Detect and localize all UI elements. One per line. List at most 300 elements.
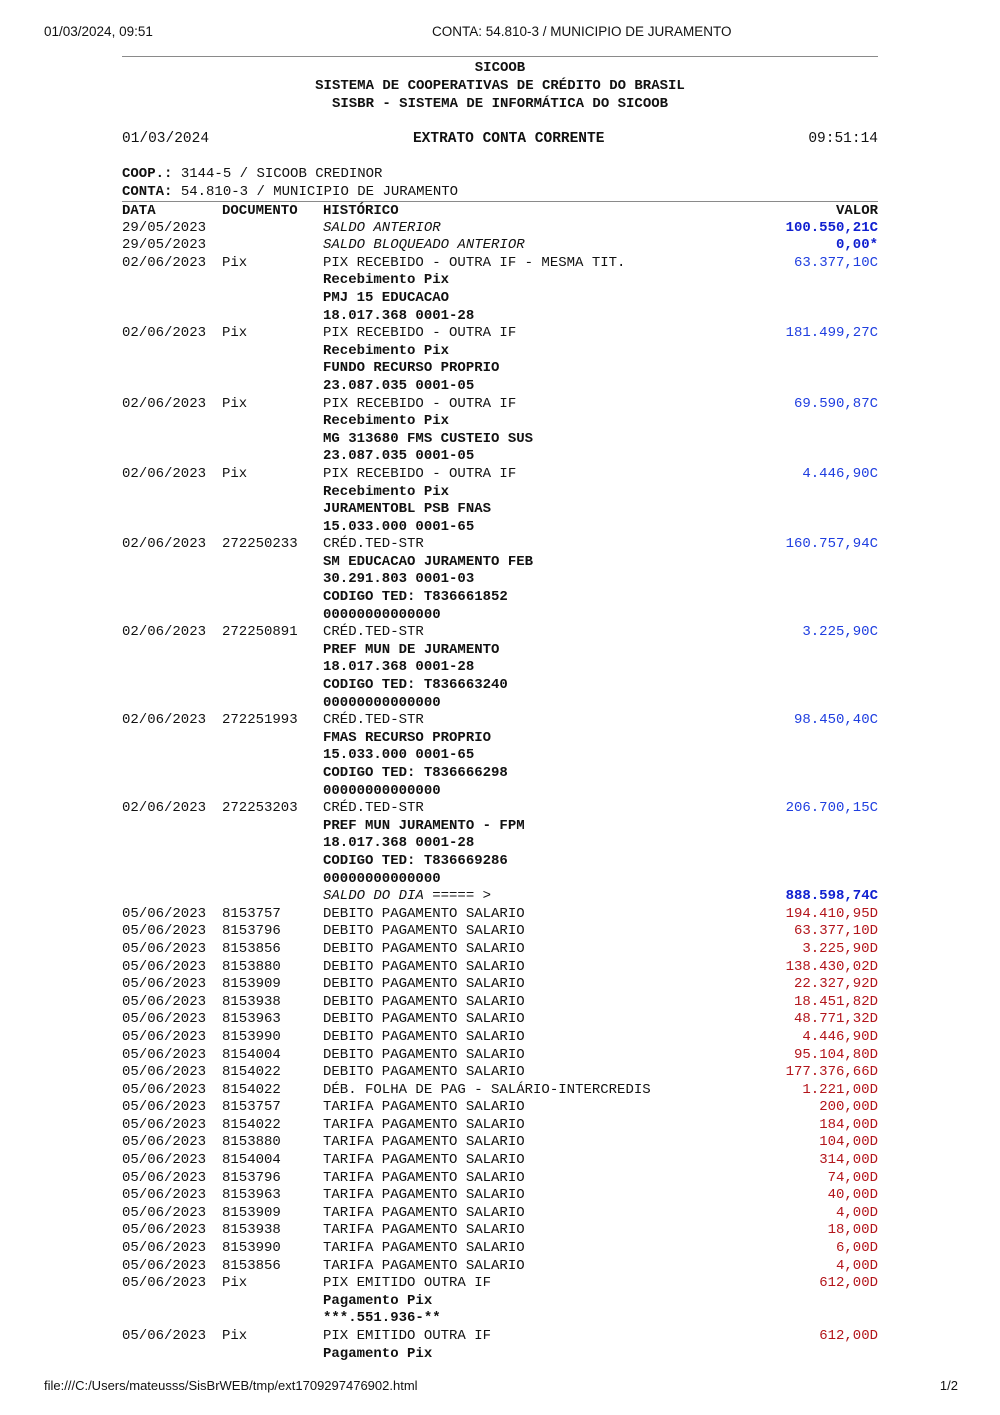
- row-history: 00000000000000: [323, 870, 441, 887]
- table-row: [122, 255, 878, 273]
- row-document: [222, 871, 323, 889]
- row-date: 05/06/2023: [122, 1011, 207, 1028]
- table-row: [122, 976, 878, 994]
- row-history: TARIFA PAGAMENTO SALARIO: [323, 1222, 525, 1239]
- print-url: file:///C:/Users/mateusss/SisBrWEB/tmp/ext1709297476902.html: [44, 1378, 418, 1393]
- table-row: [122, 765, 878, 783]
- row-document: [222, 448, 323, 466]
- row-history: DEBITO PAGAMENTO SALARIO: [323, 993, 525, 1010]
- row-document: 8153990: [222, 1028, 281, 1045]
- table-row: [122, 659, 878, 677]
- row-value: [738, 1346, 878, 1364]
- coop-info: [122, 166, 878, 184]
- table-row: [122, 484, 878, 502]
- row-date: [122, 765, 222, 783]
- row-history: TARIFA PAGAMENTO SALARIO: [323, 1240, 525, 1257]
- row-history: Recebimento Pix: [323, 483, 450, 500]
- row-date: [122, 501, 222, 519]
- row-document: [222, 888, 323, 906]
- row-value: 888.598,74C: [785, 888, 878, 905]
- row-history: DÉB. FOLHA DE PAG - SALÁRIO-INTERCREDIS: [323, 1081, 651, 1098]
- table-row: [122, 1293, 878, 1311]
- coop-value: 3144-5 / SICOOB CREDINOR: [180, 166, 383, 182]
- row-date: [122, 519, 222, 537]
- account-value: 54.810-3 / MUNICIPIO DE JURAMENTO: [180, 183, 459, 200]
- row-date: [122, 571, 222, 589]
- row-value: [738, 659, 878, 677]
- row-history: SM EDUCACAO JURAMENTO FEB: [323, 553, 534, 570]
- row-document: [222, 607, 323, 625]
- row-document: 8153963: [222, 1011, 281, 1028]
- table-header: [122, 201, 878, 220]
- row-date: 02/06/2023: [122, 712, 207, 729]
- row-history: 18.017.368 0001-28: [323, 307, 475, 324]
- row-history: FUNDO RECURSO PROPRIO: [323, 360, 500, 377]
- row-date: [122, 730, 222, 748]
- row-value: [738, 1310, 878, 1328]
- row-history: TARIFA PAGAMENTO SALARIO: [323, 1257, 525, 1274]
- table-row: [122, 1205, 878, 1223]
- table-row: [122, 1082, 878, 1100]
- row-date: 05/06/2023: [122, 940, 207, 957]
- row-document: 8154022: [222, 1116, 281, 1133]
- row-value: [738, 413, 878, 431]
- table-row: [122, 396, 878, 414]
- row-document: [222, 1293, 323, 1311]
- row-document: 8154022: [222, 1081, 281, 1098]
- row-document: 8153757: [222, 905, 281, 922]
- row-date: 05/06/2023: [122, 976, 207, 993]
- row-document: [222, 220, 323, 238]
- table-row: [122, 923, 878, 941]
- row-document: [222, 484, 323, 502]
- row-value: [738, 730, 878, 748]
- row-date: [122, 642, 222, 660]
- table-row: [122, 1240, 878, 1258]
- row-date: 05/06/2023: [122, 1169, 207, 1186]
- row-value: 4.446,90C: [802, 465, 878, 482]
- row-value: [738, 378, 878, 396]
- row-value: 48.771,32D: [793, 1011, 878, 1028]
- row-document: Pix: [222, 395, 248, 412]
- statement-title: EXTRATO CONTA CORRENTE: [412, 131, 605, 147]
- row-date: 29/05/2023: [122, 219, 207, 236]
- table-row: [122, 853, 878, 871]
- row-date: [122, 835, 222, 853]
- table-row: [122, 1187, 878, 1205]
- table-row: [122, 818, 878, 836]
- row-document: 8154004: [222, 1152, 281, 1169]
- row-date: [122, 554, 222, 572]
- row-document: [222, 1346, 323, 1364]
- coop-label: COOP.:: [122, 166, 173, 182]
- row-value: [738, 272, 878, 290]
- table-row: [122, 1275, 878, 1293]
- table-row: [122, 290, 878, 308]
- row-document: Pix: [222, 465, 248, 482]
- row-date: 05/06/2023: [122, 1081, 207, 1098]
- row-value: 138.430,02D: [785, 958, 878, 975]
- row-history: FMAS RECURSO PROPRIO: [323, 729, 492, 746]
- account-info: [122, 184, 878, 201]
- row-date: [122, 413, 222, 431]
- row-value: [738, 554, 878, 572]
- column-header-value: VALOR: [835, 202, 878, 219]
- row-value: [738, 677, 878, 695]
- table-row: [122, 501, 878, 519]
- table-row: [122, 1134, 878, 1152]
- row-date: 02/06/2023: [122, 325, 207, 342]
- row-document: Pix: [222, 254, 248, 271]
- row-history: SALDO DO DIA ===== >: [323, 888, 492, 905]
- table-row: [122, 378, 878, 396]
- row-date: [122, 747, 222, 765]
- row-value: 181.499,27C: [785, 325, 878, 342]
- row-document: [222, 360, 323, 378]
- row-history: TARIFA PAGAMENTO SALARIO: [323, 1204, 525, 1221]
- row-document: Pix: [222, 1328, 248, 1344]
- row-history: PREF MUN DE JURAMENTO: [323, 641, 500, 658]
- table-row: [122, 1222, 878, 1240]
- row-value: 104,00D: [819, 1134, 878, 1151]
- account-label: CONTA:: [122, 183, 173, 200]
- table-row: [122, 431, 878, 449]
- row-document: [222, 290, 323, 308]
- row-date: 05/06/2023: [122, 1204, 207, 1221]
- table-row: [122, 835, 878, 853]
- row-history: PIX RECEBIDO - OUTRA IF: [323, 465, 517, 482]
- row-date: [122, 783, 222, 801]
- row-date: [122, 1346, 222, 1364]
- row-history: PIX RECEBIDO - OUTRA IF: [323, 395, 517, 412]
- row-date: [122, 1293, 222, 1311]
- row-history: 00000000000000: [323, 694, 441, 711]
- statement-date: 01/03/2024: [122, 131, 210, 147]
- bank-sisbr-name: SISBR - SISTEMA DE INFORMÁTICA DO SICOOB: [331, 96, 669, 112]
- table-row: [122, 1117, 878, 1135]
- table-row: [122, 1152, 878, 1170]
- row-value: 4.446,90D: [802, 1028, 878, 1045]
- row-value: 1.221,00D: [802, 1081, 878, 1098]
- row-value: [738, 343, 878, 361]
- row-history: CODIGO TED: T836663240: [323, 677, 508, 694]
- table-row: [122, 1011, 878, 1029]
- row-history: DEBITO PAGAMENTO SALARIO: [323, 940, 525, 957]
- row-value: [738, 589, 878, 607]
- table-row: [122, 237, 878, 255]
- row-date: [122, 1310, 222, 1328]
- row-date: 05/06/2023: [122, 1028, 207, 1045]
- row-value: [738, 571, 878, 589]
- table-row: [122, 448, 878, 466]
- row-document: [222, 571, 323, 589]
- row-history: PIX RECEBIDO - OUTRA IF - MESMA TIT.: [323, 254, 626, 271]
- row-document: [222, 589, 323, 607]
- table-row: [122, 695, 878, 713]
- row-document: 272253203: [222, 800, 298, 817]
- row-date: 02/06/2023: [122, 395, 207, 412]
- row-history: DEBITO PAGAMENTO SALARIO: [323, 958, 525, 975]
- row-history: SALDO ANTERIOR: [323, 219, 441, 236]
- row-history: TARIFA PAGAMENTO SALARIO: [323, 1116, 525, 1133]
- row-history: CRÉD.TED-STR: [323, 536, 424, 553]
- table-row: [122, 712, 878, 730]
- row-date: 05/06/2023: [122, 1116, 207, 1133]
- row-history: DEBITO PAGAMENTO SALARIO: [323, 1028, 525, 1045]
- row-history: Recebimento Pix: [323, 342, 450, 359]
- row-date: [122, 308, 222, 326]
- table-row: [122, 906, 878, 924]
- row-history: DEBITO PAGAMENTO SALARIO: [323, 1046, 525, 1063]
- table-row: [122, 1346, 878, 1364]
- row-document: [222, 659, 323, 677]
- table-row: [122, 1099, 878, 1117]
- table-row: [122, 624, 878, 642]
- row-document: Pix: [222, 1275, 248, 1292]
- row-history: CODIGO TED: T836661852: [323, 589, 508, 606]
- table-row: [122, 871, 878, 889]
- row-document: [222, 501, 323, 519]
- row-document: 8153856: [222, 1257, 281, 1274]
- row-document: [222, 272, 323, 290]
- row-date: 02/06/2023: [122, 465, 207, 482]
- row-history: DEBITO PAGAMENTO SALARIO: [323, 923, 525, 940]
- row-value: 612,00D: [819, 1328, 878, 1344]
- row-value: [738, 360, 878, 378]
- row-document: 272250233: [222, 536, 298, 553]
- row-history: Pagamento Pix: [323, 1345, 433, 1362]
- row-history: CRÉD.TED-STR: [323, 624, 424, 641]
- row-document: 8153796: [222, 923, 281, 940]
- row-history: DEBITO PAGAMENTO SALARIO: [323, 1064, 525, 1081]
- row-date: 02/06/2023: [122, 800, 207, 817]
- row-value: 3.225,90C: [802, 624, 878, 641]
- table-row: [122, 642, 878, 660]
- row-value: 184,00D: [819, 1116, 878, 1133]
- browser-print-header: [0, 22, 1000, 44]
- table-row: [122, 941, 878, 959]
- row-history: PMJ 15 EDUCACAO: [323, 289, 450, 306]
- row-date: 05/06/2023: [122, 905, 207, 922]
- row-date: 02/06/2023: [122, 536, 207, 553]
- row-value: 40,00D: [827, 1187, 878, 1204]
- row-date: [122, 448, 222, 466]
- row-date: 05/06/2023: [122, 1187, 207, 1204]
- row-document: 8153856: [222, 940, 281, 957]
- table-row: [122, 571, 878, 589]
- table-row: [122, 730, 878, 748]
- row-document: [222, 237, 323, 255]
- table-row: [122, 1029, 878, 1047]
- row-value: 22.327,92D: [793, 976, 878, 993]
- row-history: 30.291.803 0001-03: [323, 571, 475, 588]
- row-history: PREF MUN JURAMENTO - FPM: [323, 817, 525, 834]
- row-history: TARIFA PAGAMENTO SALARIO: [323, 1134, 525, 1151]
- row-date: [122, 360, 222, 378]
- row-document: [222, 765, 323, 783]
- row-date: [122, 290, 222, 308]
- row-document: 8153990: [222, 1240, 281, 1257]
- column-header-date: DATA: [122, 202, 156, 219]
- statement-title-line: [122, 129, 878, 149]
- row-history: TARIFA PAGAMENTO SALARIO: [323, 1152, 525, 1169]
- row-history: 00000000000000: [323, 782, 441, 799]
- row-date: 05/06/2023: [122, 1275, 207, 1292]
- statement-rows: [122, 220, 878, 1364]
- row-date: 02/06/2023: [122, 254, 207, 271]
- row-history: CODIGO TED: T836669286: [323, 852, 508, 869]
- table-row: [122, 554, 878, 572]
- row-date: [122, 818, 222, 836]
- row-date: 05/06/2023: [122, 1257, 207, 1274]
- table-row: [122, 325, 878, 343]
- row-date: 02/06/2023: [122, 624, 207, 641]
- print-page-number: 1/2: [939, 1378, 958, 1393]
- row-document: [222, 818, 323, 836]
- row-document: 8153963: [222, 1187, 281, 1204]
- row-value: 194.410,95D: [785, 905, 878, 922]
- row-value: 4,00D: [835, 1204, 878, 1221]
- row-history: TARIFA PAGAMENTO SALARIO: [323, 1099, 525, 1116]
- table-row: [122, 360, 878, 378]
- row-document: 8153909: [222, 1204, 281, 1221]
- row-value: 95.104,80D: [793, 1046, 878, 1063]
- row-document: 272250891: [222, 624, 298, 641]
- row-date: 05/06/2023: [122, 958, 207, 975]
- row-date: [122, 677, 222, 695]
- row-value: 177.376,66D: [785, 1064, 878, 1081]
- print-title: CONTA: 54.810-3 / MUNICIPIO DE JURAMENTO: [432, 24, 732, 39]
- row-value: [738, 1293, 878, 1311]
- row-value: [738, 871, 878, 889]
- table-row: [122, 994, 878, 1012]
- row-date: 05/06/2023: [122, 1046, 207, 1063]
- row-date: [122, 871, 222, 889]
- row-document: 8153880: [222, 958, 281, 975]
- row-value: [738, 431, 878, 449]
- row-document: [222, 747, 323, 765]
- row-document: [222, 783, 323, 801]
- row-date: [122, 695, 222, 713]
- row-value: 3.225,90D: [802, 940, 878, 957]
- table-row: [122, 220, 878, 238]
- row-history: 23.087.035 0001-05: [323, 377, 475, 394]
- row-value: 612,00D: [819, 1275, 878, 1292]
- row-history: SALDO BLOQUEADO ANTERIOR: [323, 237, 525, 254]
- row-date: 05/06/2023: [122, 923, 207, 940]
- row-date: 05/06/2023: [122, 1099, 207, 1116]
- row-history: PIX EMITIDO OUTRA IF: [323, 1328, 492, 1344]
- row-history: Pagamento Pix: [323, 1292, 433, 1309]
- row-value: 0,00*: [835, 237, 878, 254]
- row-date: [122, 659, 222, 677]
- row-value: 74,00D: [827, 1169, 878, 1186]
- row-date: 05/06/2023: [122, 1064, 207, 1081]
- row-document: 8153880: [222, 1134, 281, 1151]
- row-value: 206.700,15C: [785, 800, 878, 817]
- row-history: 00000000000000: [323, 606, 441, 623]
- row-date: 05/06/2023: [122, 993, 207, 1010]
- column-header-history: HISTÓRICO: [323, 202, 399, 219]
- row-document: [222, 554, 323, 572]
- row-document: Pix: [222, 325, 248, 342]
- table-row: [122, 888, 878, 906]
- row-history: CRÉD.TED-STR: [323, 712, 424, 729]
- table-row: [122, 607, 878, 625]
- row-date: [122, 484, 222, 502]
- row-date: [122, 607, 222, 625]
- row-document: [222, 519, 323, 537]
- row-value: 18.451,82D: [793, 993, 878, 1010]
- table-row: [122, 413, 878, 431]
- row-document: [222, 378, 323, 396]
- row-history: DEBITO PAGAMENTO SALARIO: [323, 976, 525, 993]
- table-row: [122, 959, 878, 977]
- table-row: [122, 1310, 878, 1328]
- bank-header: [122, 59, 878, 113]
- row-history: 15.033.000 0001-65: [323, 747, 475, 764]
- table-row: [122, 1064, 878, 1082]
- row-document: 8154022: [222, 1064, 281, 1081]
- row-document: [222, 695, 323, 713]
- bank-name: SICOOB: [474, 60, 526, 76]
- row-document: [222, 308, 323, 326]
- table-row: [122, 677, 878, 695]
- row-value: 314,00D: [819, 1152, 878, 1169]
- row-document: 8153938: [222, 1222, 281, 1239]
- row-document: [222, 730, 323, 748]
- row-value: [738, 747, 878, 765]
- row-value: [738, 607, 878, 625]
- table-row: [122, 1258, 878, 1276]
- row-date: 05/06/2023: [122, 1240, 207, 1257]
- table-row: [122, 466, 878, 484]
- row-date: 05/06/2023: [122, 1328, 207, 1344]
- table-row: [122, 800, 878, 818]
- row-document: [222, 642, 323, 660]
- table-row: [122, 1170, 878, 1188]
- row-history: 18.017.368 0001-28: [323, 835, 475, 852]
- row-document: [222, 1310, 323, 1328]
- table-row: [122, 272, 878, 290]
- column-header-document: DOCUMENTO: [222, 202, 298, 219]
- row-document: 8153938: [222, 993, 281, 1010]
- row-document: 8153909: [222, 976, 281, 993]
- bank-system-name: SISTEMA DE COOPERATIVAS DE CRÉDITO DO BRASIL: [315, 78, 685, 94]
- table-row: [122, 747, 878, 765]
- row-value: 6,00D: [835, 1240, 878, 1257]
- top-divider: [122, 56, 878, 57]
- row-document: [222, 835, 323, 853]
- row-value: [738, 765, 878, 783]
- statement-document: [122, 56, 878, 1363]
- row-date: [122, 272, 222, 290]
- table-row: [122, 1047, 878, 1065]
- row-history: TARIFA PAGAMENTO SALARIO: [323, 1169, 525, 1186]
- browser-print-footer: [0, 1376, 1000, 1398]
- row-date: 05/06/2023: [122, 1222, 207, 1239]
- row-value: [738, 448, 878, 466]
- row-value: [738, 484, 878, 502]
- row-value: 200,00D: [819, 1099, 878, 1116]
- row-document: [222, 413, 323, 431]
- table-row: [122, 343, 878, 361]
- row-value: 4,00D: [835, 1257, 878, 1274]
- row-value: [738, 308, 878, 326]
- row-value: 69.590,87C: [793, 395, 878, 412]
- row-history: ***.551.936-**: [323, 1310, 441, 1327]
- row-value: 98.450,40C: [793, 712, 878, 729]
